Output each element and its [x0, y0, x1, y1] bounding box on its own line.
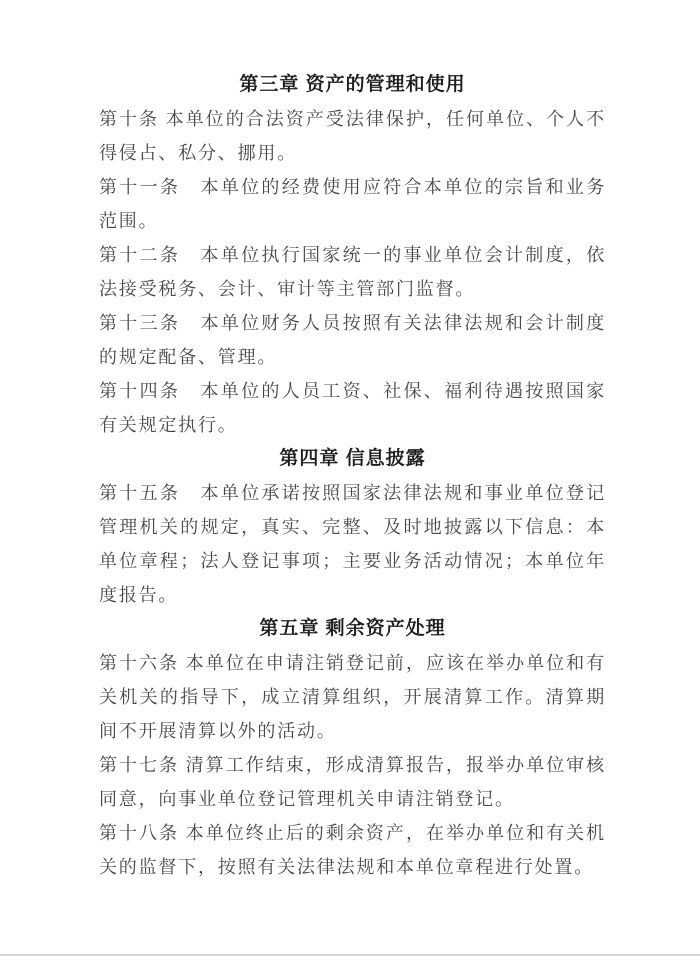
article-13: 第十三条 本单位财务人员按照有关法律法规和会计制度的规定配备、管理。 — [99, 313, 606, 367]
article-18: 第十八条 本单位终止后的剩余资产，在举办单位和有关机关的监督下，按照有关法律法规和本单位章程进行处置。 — [99, 823, 606, 877]
article-17: 第十七条 清算工作结束，形成清算报告，报举办单位审核同意，向事业单位登记管理机关申请注销登记。 — [99, 755, 606, 809]
chapter-heading-information-disclosure: 第四章 信息披露 — [279, 448, 426, 469]
chapter-heading-remaining-assets: 第五章 剩余资产处理 — [259, 618, 446, 639]
article-11: 第十一条 本单位的经费使用应符合本单位的宗旨和业务范围。 — [99, 177, 606, 231]
document-body — [99, 68, 606, 884]
chapter-heading-assets-management: 第三章 资产的管理和使用 — [239, 74, 466, 95]
article-12: 第十二条 本单位执行国家统一的事业单位会计制度，依法接受税务、会计、审计等主管部门监督。 — [99, 245, 606, 299]
article-16: 第十六条 本单位在申请注销登记前，应该在举办单位和有关机关的指导下，成立清算组织，开展清算工作。清算期间不开展清算以外的活动。 — [99, 653, 606, 741]
article-15: 第十五条 本单位承诺按照国家法律法规和事业单位登记管理机关的规定，真实、完整、及时地披露以下信息：本单位章程；法人登记事项；主要业务活动情况；本单位年度报告。 — [99, 483, 606, 605]
article-10: 第十条 本单位的合法资产受法律保护，任何单位、个人不得侵占、私分、挪用。 — [99, 109, 606, 163]
article-14: 第十四条 本单位的人员工资、社保、福利待遇按照国家有关规定执行。 — [99, 381, 606, 435]
